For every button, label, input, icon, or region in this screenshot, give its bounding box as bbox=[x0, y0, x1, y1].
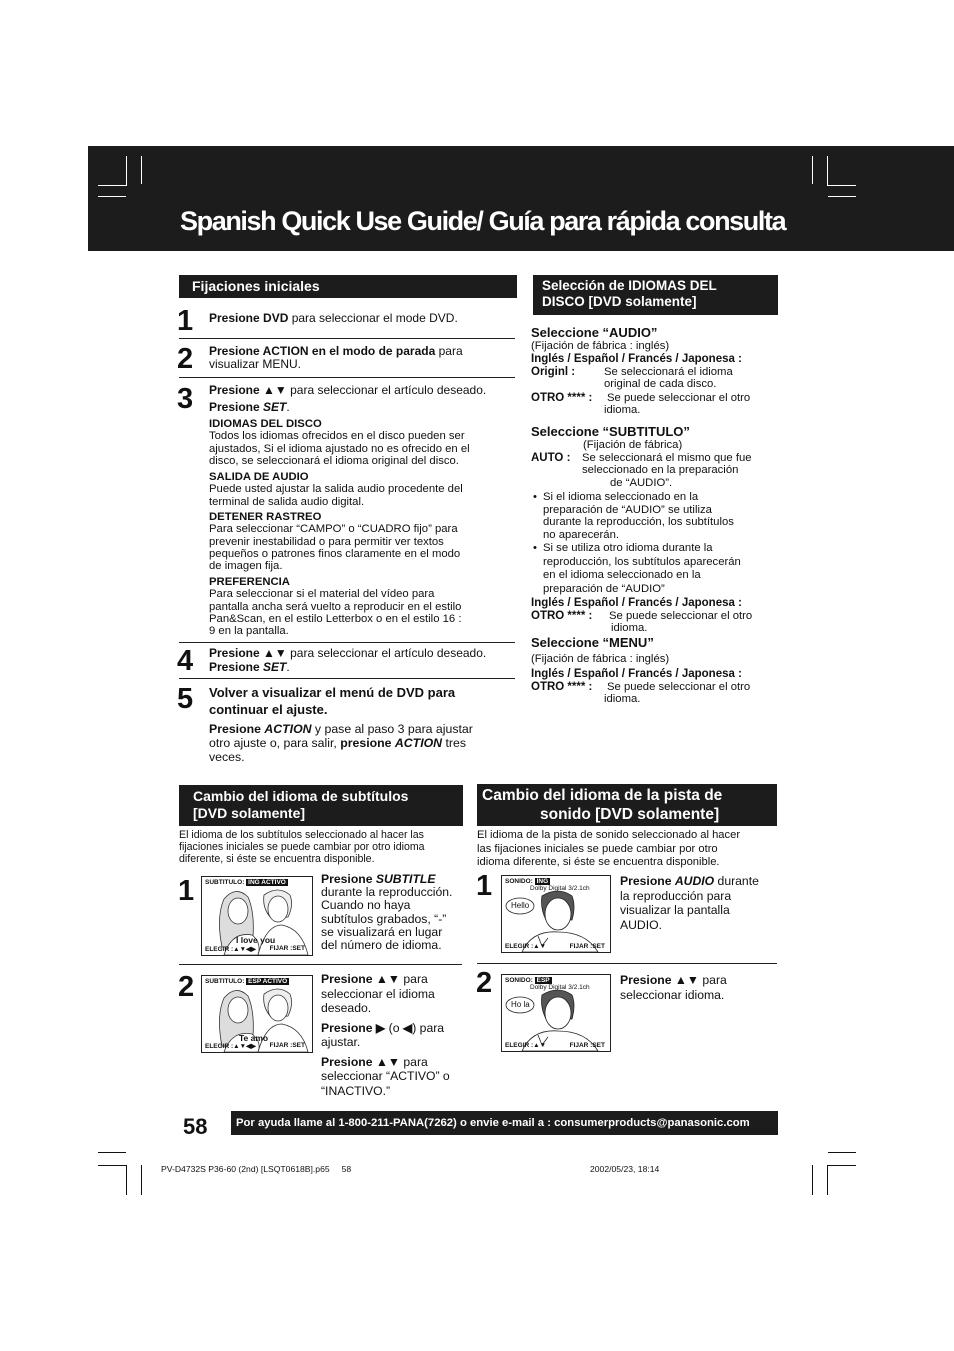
audio-title: Seleccione “AUDIO” bbox=[531, 325, 658, 340]
step-number: 2 bbox=[177, 343, 194, 375]
section-heading-text: DISCO [DVD solamente] bbox=[542, 294, 697, 309]
section-heading-pista-sonido bbox=[477, 784, 777, 826]
screen-osd: SONIDO: ING bbox=[505, 878, 549, 885]
audio-langs: Inglés / Español / Francés / Japonesa : bbox=[531, 353, 742, 365]
step-text: Presione ▲▼ para seleccionar el idioma deseado. Presione ▶ (o ◀) para ajustar. Presione ▲▼ para seleccionar “ACTIVO” o “INACTIVO.” bbox=[321, 972, 450, 1098]
audio-orig-key: Originl : bbox=[531, 366, 576, 378]
section-heading-idiomas-disco bbox=[533, 275, 778, 315]
step-number: 3 bbox=[177, 383, 194, 415]
subtitle-langs: Inglés / Español / Francés / Japonesa : bbox=[531, 597, 742, 609]
crop-mark bbox=[98, 1152, 126, 1153]
section-heading-fijaciones bbox=[179, 275, 517, 298]
subtitle-auto-value: Se seleccionará el mismo que fue seleccionado en la preparación de “AUDIO”. bbox=[582, 452, 752, 489]
menu-title: Seleccione “MENU” bbox=[531, 635, 654, 650]
screen-osd: SONIDO: ESP bbox=[505, 977, 550, 984]
divider bbox=[179, 642, 515, 643]
section-heading-text: Cambio del idioma de la pista de bbox=[482, 787, 723, 804]
divider bbox=[179, 964, 462, 965]
subtitle-factory: (Fijación de fábrica) bbox=[583, 439, 683, 451]
screen-osd-bottom: ELEGIR :▲▼ FIJAR :SET bbox=[505, 1042, 605, 1049]
tv-screen-audio-2 bbox=[501, 974, 611, 1052]
crop-mark bbox=[98, 196, 126, 197]
tv-screen-audio-1 bbox=[501, 875, 611, 953]
step-number: 2 bbox=[178, 971, 195, 1003]
crop-mark bbox=[828, 196, 856, 197]
step-number: 1 bbox=[476, 870, 493, 902]
menu-otro-value: Se puede seleccionar el otro idioma. bbox=[604, 681, 751, 706]
audio-factory: (Fijación de fábrica : inglés) bbox=[531, 340, 670, 352]
crop-mark bbox=[98, 185, 126, 186]
section-heading-subtitulos bbox=[179, 785, 463, 826]
step-text: Volver a visualizar el menú de DVD para continuar el ajuste. bbox=[209, 685, 456, 717]
section-heading-text: Fijaciones iniciales bbox=[192, 278, 320, 294]
step-number: 1 bbox=[177, 305, 194, 337]
step5-note: Presione ACTION y pase al paso 3 para ajustar otro ajuste o, para salir, presione ACTION tres veces. bbox=[209, 722, 473, 764]
file-info: PV-D4732S P36-60 (2nd) [LSQT0618B].p65 58 bbox=[161, 1164, 352, 1174]
tv-screen-subtitle-1 bbox=[201, 876, 313, 956]
crop-mark bbox=[812, 1165, 813, 1195]
step-text: Presione SET. bbox=[209, 660, 290, 674]
step-text: Presione ▲▼ para seleccionar idioma. bbox=[620, 973, 727, 1002]
crop-mark bbox=[98, 1165, 126, 1166]
step-text: Presione SET. bbox=[209, 400, 290, 414]
item-salida-de-audio: SALIDA DE AUDIO Puede usted ajustar la salida audio procedente del terminal de salida audio digital. bbox=[209, 471, 463, 508]
screen-osd-bottom: ELEGIR :▲▼ FIJAR :SET bbox=[505, 943, 605, 950]
menu-otro-key: OTRO **** : bbox=[531, 681, 593, 693]
page-number: 58 bbox=[183, 1114, 208, 1139]
audio-orig-value: Se seleccionará el idioma original de cada disco. bbox=[604, 366, 733, 391]
menu-factory: (Fijación de fábrica : inglés) bbox=[531, 653, 670, 665]
crop-mark bbox=[827, 156, 828, 186]
divider bbox=[179, 377, 515, 378]
step-text: Presione SUBTITLE durante la reproducción. Cuando no haya subtítulos grabados, “-” se visualizará en lugar del número de idioma. bbox=[321, 872, 453, 953]
divider bbox=[179, 338, 515, 339]
step-number: 5 bbox=[177, 683, 194, 715]
screen-osd-line2: Dolby Digital 3/2.1ch bbox=[530, 984, 590, 991]
header-banner bbox=[88, 146, 954, 251]
screen-osd-line2: Dolby Digital 3/2.1ch bbox=[530, 885, 590, 892]
step-text: Presione ACTION en el modo de parada para visualizar MENU. bbox=[209, 344, 463, 371]
section-heading-text: [DVD solamente] bbox=[193, 805, 306, 821]
crop-mark bbox=[141, 1165, 142, 1195]
crop-mark bbox=[828, 1165, 856, 1166]
crop-mark bbox=[126, 1165, 127, 1195]
page-title: Spanish Quick Use Guide/ Guía para rápida consulta bbox=[180, 206, 786, 236]
step-number: 4 bbox=[177, 645, 194, 677]
subtitle-otro-value: Se puede seleccionar el otro idioma. bbox=[609, 610, 753, 635]
subtitle-title: Seleccione “SUBTITULO” bbox=[531, 424, 690, 439]
screen-osd: SUBTITULO: ING ACTIVO bbox=[205, 879, 286, 886]
crop-mark bbox=[126, 156, 127, 186]
step-number: 1 bbox=[178, 875, 195, 907]
speech-bubble: Hello bbox=[511, 901, 530, 910]
crop-mark bbox=[828, 1152, 856, 1153]
crop-mark bbox=[828, 185, 856, 186]
item-preferencia: PREFERENCIA Para seleccionar si el material del vídeo para pantalla ancha será vuelto a reproducir en el estilo Pan&Scan, en el estilo Letterbox o en el estilo 16 : 9 en la pantalla. bbox=[209, 576, 462, 638]
print-date: 2002/05/23, 18:14 bbox=[590, 1164, 660, 1174]
step-text: Presione DVD para seleccionar el mode DVD. bbox=[209, 311, 458, 325]
screen-osd-bottom: ELEGIR :▲▼◀▶ FIJAR :SET bbox=[205, 945, 305, 953]
subtitle-bullet: • Si el idioma seleccionado en la preparación de “AUDIO” se utiliza durante la reproducción, los subtítulos no aparecerán. bbox=[533, 491, 734, 541]
step-number: 2 bbox=[476, 967, 493, 999]
crop-mark bbox=[812, 156, 813, 184]
divider bbox=[477, 963, 777, 964]
item-detener-rastreo: DETENER RASTREO Para seleccionar “CAMPO” o “CUADRO fijo” para prevenir inestabilidad o para permitir ver textos pequeños o patrones finos claramente en el modo de imagen fija. bbox=[209, 511, 461, 573]
section-heading-text: Selección de IDIOMAS DEL bbox=[542, 278, 717, 293]
crop-mark bbox=[827, 1165, 828, 1195]
screen-caption: Te amo bbox=[239, 1033, 269, 1043]
menu-langs: Inglés / Español / Francés / Japonesa : bbox=[531, 668, 742, 680]
subtitle-auto-key: AUTO : bbox=[531, 452, 571, 464]
tv-screen-subtitle-2 bbox=[201, 975, 313, 1053]
item-idiomas-del-disco: IDIOMAS DEL DISCO Todos los idiomas ofrecidos en el disco pueden ser ajustados, Si el idioma ajustado no es ofrecido en el disco, se seleccionará el idioma original del disco. bbox=[209, 418, 470, 467]
step-text: Presione ▲▼ para seleccionar el artículo deseado. bbox=[209, 646, 487, 660]
screen-osd-bottom: ELEGIR :▲▼◀▶ FIJAR :SET bbox=[205, 1042, 305, 1050]
speech-bubble: Ho la bbox=[511, 1000, 530, 1009]
pista-intro: El idioma de la pista de sonido seleccionado al hacer las fijaciones iniciales se puede cambiar por otro idioma diferente, si éste se encuentra disponible. bbox=[477, 829, 741, 868]
screen-caption: I love you bbox=[236, 935, 276, 945]
step-text: Presione AUDIO durante la reproducción para visualizar la pantalla AUDIO. bbox=[620, 874, 759, 932]
section-heading-text: Cambio del idioma de subtítulos bbox=[193, 788, 409, 804]
divider bbox=[179, 678, 515, 679]
subtitulos-intro: El idioma de los subtítulos seleccionado al hacer las fijaciones iniciales se puede cambiar por otro idioma diferente, si éste se encuentra disponible. bbox=[179, 829, 425, 865]
subtitle-bullet: • Si se utiliza otro idioma durante la reproducción, los subtítulos aparecerán en el idioma seleccionado en la preparación de “AUDIO” bbox=[533, 542, 741, 595]
subtitle-otro-key: OTRO **** : bbox=[531, 610, 593, 622]
screen-osd: SUBTITULO: ESP ACTIVO bbox=[205, 978, 288, 985]
section-heading-text: sonido [DVD solamente] bbox=[540, 806, 720, 823]
audio-otro-value: Se puede seleccionar el otro idioma. bbox=[604, 392, 751, 417]
help-banner: Por ayuda llame al 1-800-211-PANA(7262) o envie e-mail a : consumerproducts@panasonic.com bbox=[231, 1111, 778, 1135]
step-text: Presione ▲▼ para seleccionar el artículo deseado. bbox=[209, 383, 487, 397]
audio-otro-key: OTRO **** : bbox=[531, 392, 593, 404]
crop-mark bbox=[141, 156, 142, 184]
